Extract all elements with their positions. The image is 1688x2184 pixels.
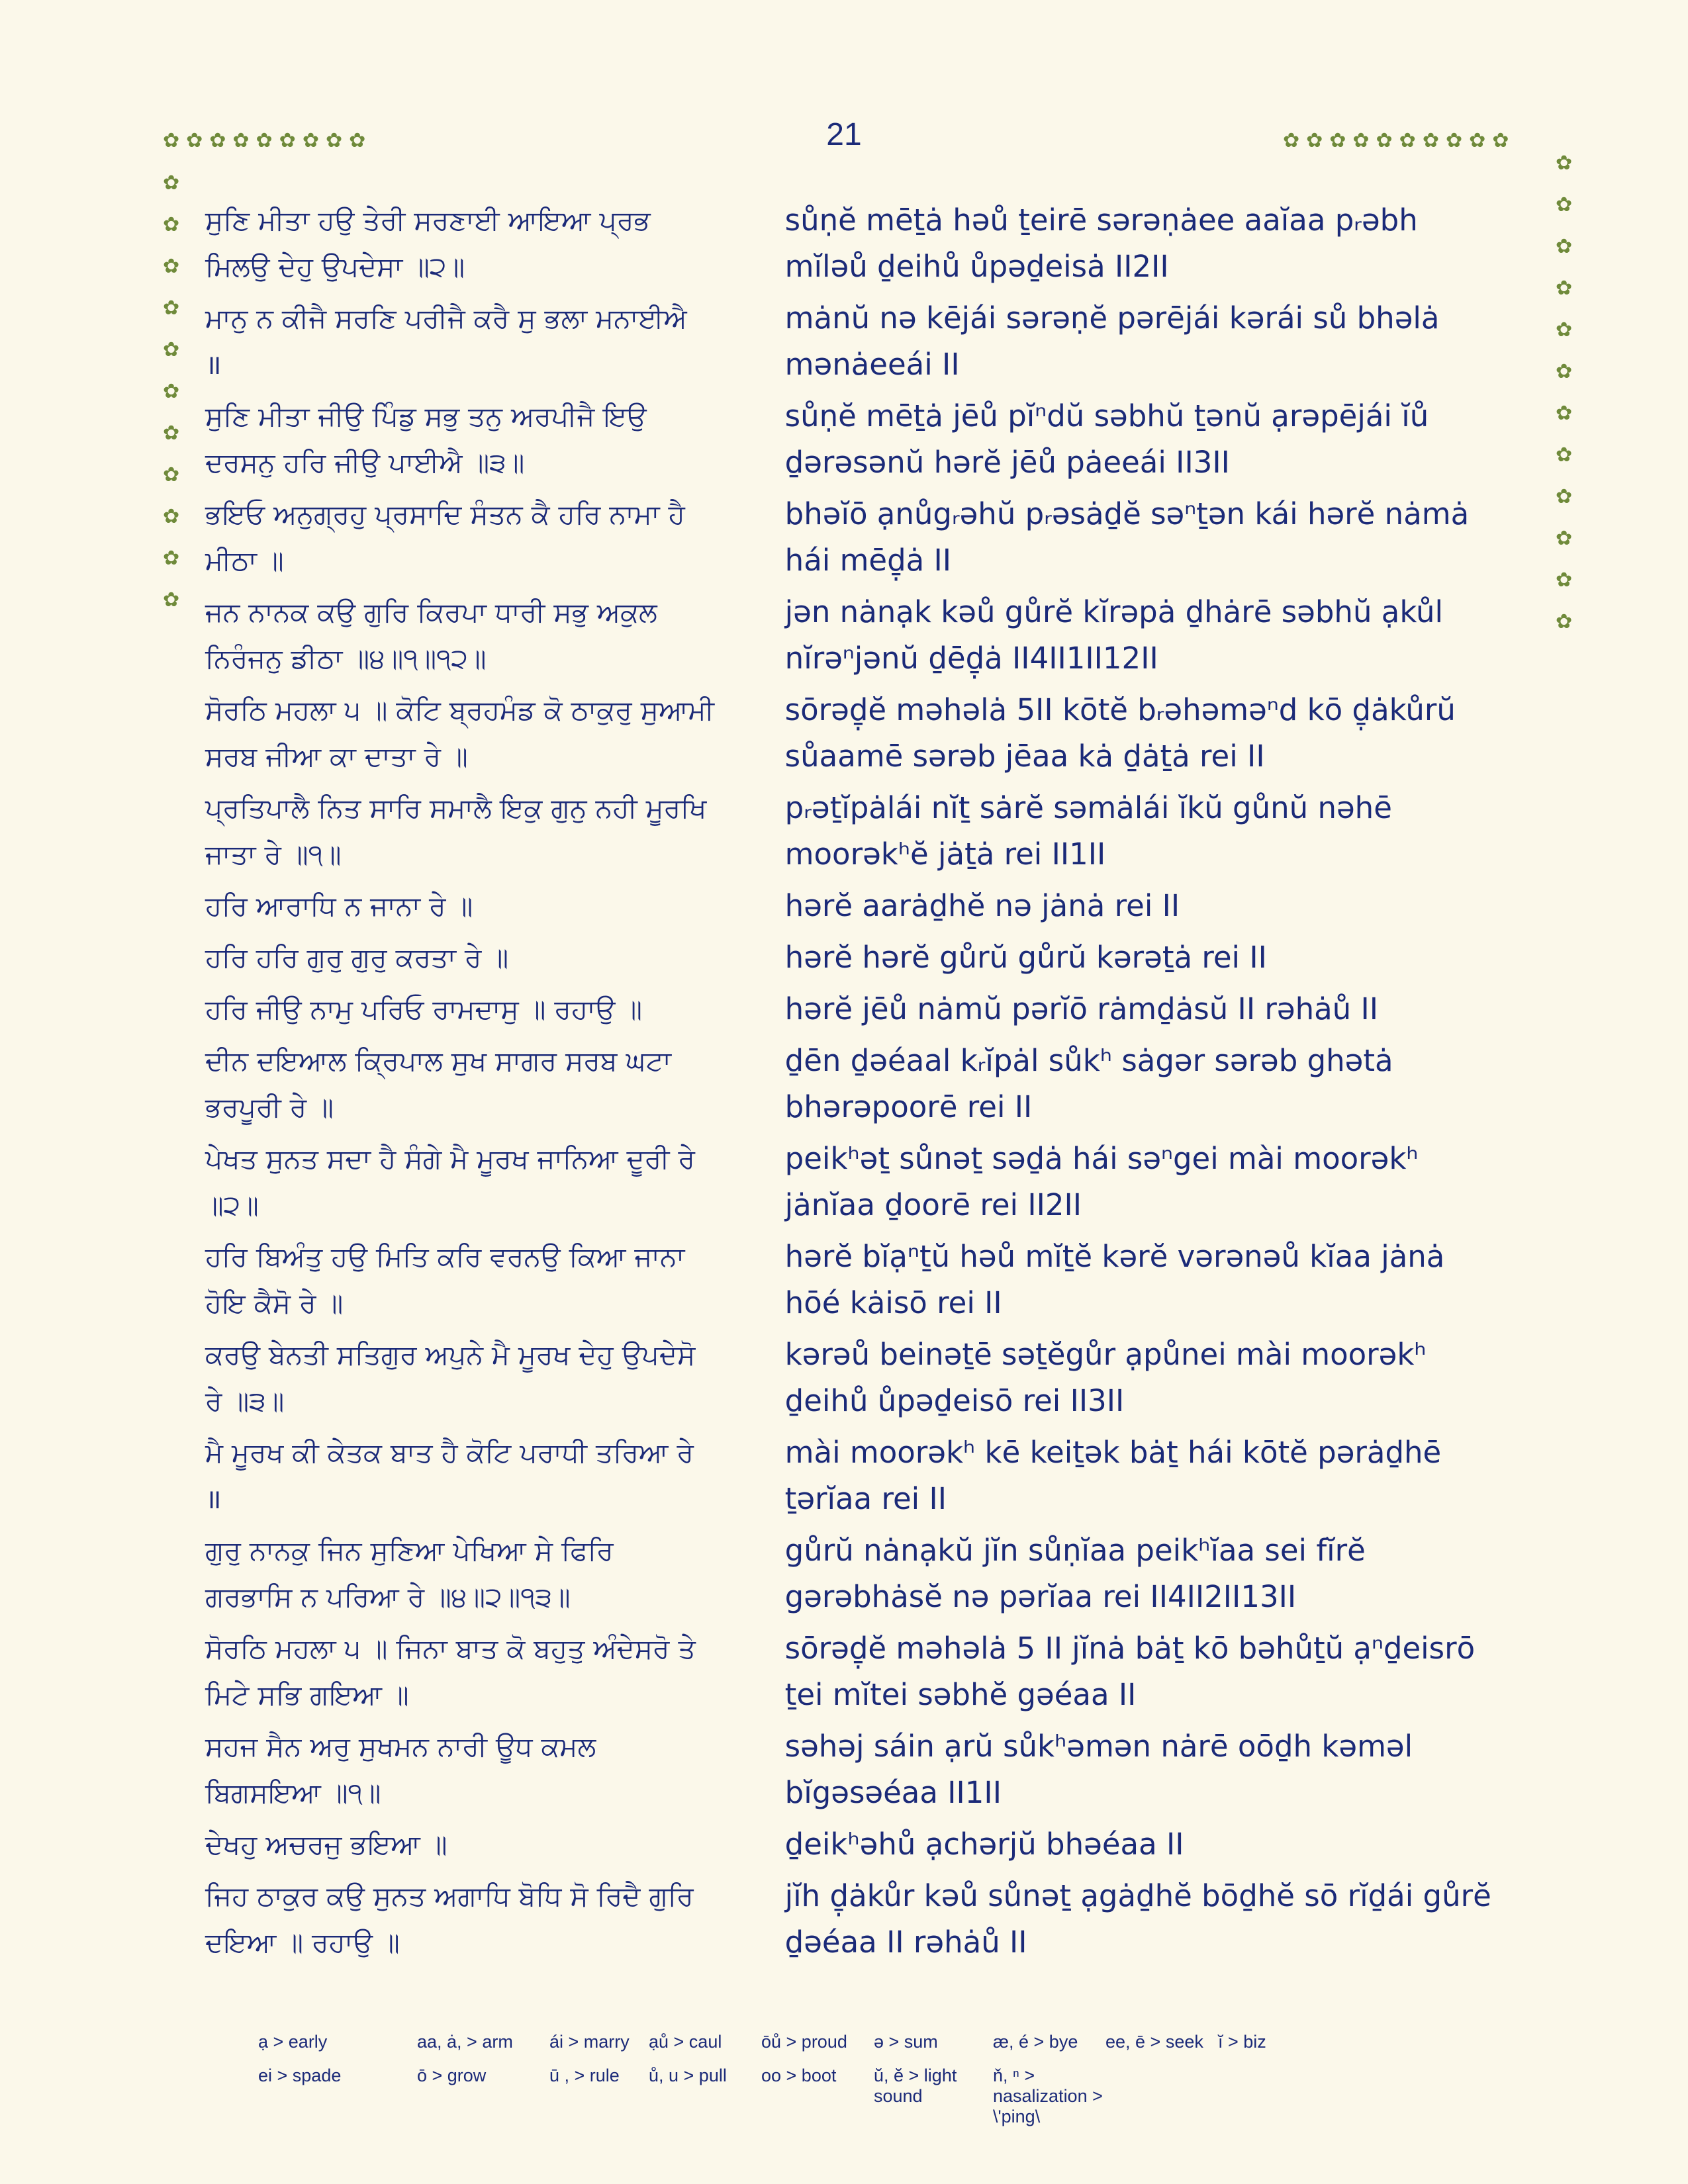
transliteration-text: sōrəḏ̣ĕ məhəlȧ 5 II jĭnȧ bȧṯ kō bəhůṯŭ ạⁿḏeisrō ṯei mĭtei səbhĕ gəéaa II (784, 1631, 1476, 1712)
transliteration-text: hərĕ hərĕ gůrŭ gůrŭ kərəṯȧ rei II (784, 940, 1267, 975)
gurmukhi-text: ਸੋਰਠਿ ਮਹਲਾ ੫ ॥ ਕੋਟਿ ਬ੍ਰਹਮੰਡ ਕੋ ਠਾਕੁਰੁ ਸੁਆਮੀ ਸਰਬ ਜੀਆ ਕਾ ਦਾਤਾ ਰੇ ॥ (205, 694, 714, 772)
transliteration-text: pᵣəṯĭpȧlái nĭṯ sȧrĕ səmȧlái ĭkŭ gůnŭ nəhē moorəkʰĕ jȧṯȧ rei II1II (784, 790, 1392, 872)
legend-entry: ōů > proud (761, 2032, 847, 2052)
flower-ornament-icon: ✿ (1556, 569, 1573, 592)
legend-row (258, 2066, 1489, 2127)
gurmukhi-text: ਹਰਿ ਜੀਉ ਨਾਮੁ ਪਰਿਓ ਰਾਮਦਾਸੁ ॥ ਰਹਾਉ ॥ (205, 993, 643, 1025)
transliteration-text: sōrəḏ̣ĕ məhəlȧ 5II kōtĕ bᵣəhəməⁿd kō ḏ̣ȧkůrŭ sůaamē sərəb jēaa kȧ ḏȧṯȧ rei II (784, 692, 1456, 774)
transliteration-text: sůṇĕ mēṯȧ jēů pĭⁿdŭ səbhŭ ṯənŭ ạrəpējái ĭů ḏərəsənŭ hərĕ jēů pȧeeái II3II (784, 398, 1429, 480)
legend-entry: ạ > early (258, 2032, 328, 2052)
transliteration-text: bhəĭō ạnůgᵣəhŭ pᵣəsȧḏĕ səⁿṯən kái hərĕ nȧmȧ hái mēḏ̣ȧ II (784, 496, 1470, 578)
verse-row (205, 589, 1536, 682)
gurmukhi-text: ਜਿਹ ਠਾਕੁਰ ਕਉ ਸੁਨਤ ਅਗਾਧਿ ਬੋਧਿ ਸੋ ਰਿਦੈ ਗੁਰਿ ਦਇਆ ॥ ਰਹਾਉ ॥ (205, 1880, 694, 1958)
legend-entry: ei > spade (258, 2066, 342, 2085)
verse-row (205, 1038, 1536, 1130)
legend-row (258, 2032, 1489, 2052)
transliteration-text: mài moorəkʰ kē keiṯək bȧṯ hái kōtĕ pərȧḏhē ṯərĭaa rei II (784, 1435, 1442, 1516)
flower-ornament-icon: ✿ (1556, 360, 1573, 383)
verse-row (205, 1136, 1536, 1228)
legend-entry: ə > sum (874, 2032, 938, 2052)
legend-entry: ů, u > pull (649, 2066, 727, 2085)
legend-entry: ee, ē > seek (1105, 2032, 1203, 2052)
legend-entry: ĭ > biz (1218, 2032, 1266, 2052)
flower-ornament-icon: ✿ (163, 171, 180, 195)
flower-ornament-icon: ✿ (163, 213, 180, 236)
gurmukhi-text: ਸੋਰਠਿ ਮਹਲਾ ੫ ॥ ਜਿਨਾ ਬਾਤ ਕੋ ਬਹੁਤੁ ਅੰਦੇਸਰੋ ਤੇ ਮਿਟੇ ਸਭਿ ਗਇਆ ॥ (205, 1633, 696, 1711)
flower-ornament-icon: ✿ (163, 338, 180, 361)
gurmukhi-text: ਸੁਣਿ ਮੀਤਾ ਜੀਉ ਪਿੰਡੁ ਸਭੁ ਤਨੁ ਅਰਪੀਜੈ ਇਉ ਦਰਸਨੁ ਹਰਿ ਜੀਉ ਪਾਈਐ ॥੩॥ (205, 400, 647, 478)
gurmukhi-text: ਪੇਖਤ ਸੁਨਤ ਸਦਾ ਹੈ ਸੰਗੇ ਮੈ ਮੂਰਖ ਜਾਨਿਆ ਦੂਰੀ ਰੇ ॥੨॥ (205, 1143, 695, 1221)
verse-row (205, 1625, 1536, 1718)
verse-row (205, 934, 1536, 981)
legend-entry: oo > boot (761, 2066, 837, 2085)
left-flower-border (163, 173, 189, 632)
flower-ornament-icon: ✿ (1556, 193, 1573, 216)
gurmukhi-text: ਹਰਿ ਬਿਅੰਤੁ ਹਉ ਮਿਤਿ ਕਰਿ ਵਰਨਉ ਕਿਆ ਜਾਨਾ ਹੋਇ ਕੈਸੋ ਰੇ ॥ (205, 1241, 685, 1319)
flower-ornament-icon: ✿ (163, 505, 180, 528)
flower-ornament-icon: ✿ (163, 255, 180, 278)
gurmukhi-text: ਦੇਖਹੁ ਅਚਰਜੁ ਭਇਆ ॥ (205, 1829, 447, 1860)
transliteration-text: kərəů beinəṯē səṯĕgůr ạpůnei mài moorəkʰ ḏeihů ůpəḏeisō rei II3II (784, 1337, 1427, 1418)
right-flower-border (1556, 154, 1582, 654)
flower-ornament-icon: ✿ (1556, 277, 1573, 300)
gurmukhi-text: ਸੁਣਿ ਮੀਤਾ ਹਉ ਤੇਰੀ ਸਰਣਾਈ ਆਇਆ ਪ੍ਰਭ ਮਿਲਉ ਦੇਹੁ ਉਪਦੇਸਾ ॥੨॥ (205, 205, 651, 283)
flower-ornament-icon: ✿ (1556, 152, 1573, 175)
transliteration-text: hərĕ bĭạⁿṯŭ həů mĭṯĕ kərĕ vərənəů kĭaa jȧnȧ hōé kȧisō rei II (784, 1239, 1445, 1320)
transliteration-text: mȧnŭ nə kējái sərəṇĕ pərējái kərái sů bhəlȧ mənȧeeái II (784, 300, 1440, 382)
flower-ornament-icon: ✿ (163, 422, 180, 445)
verse-row (205, 1332, 1536, 1424)
gurmukhi-text: ਸਹਜ ਸੈਨ ਅਰੁ ਸੁਖਮਨ ਨਾਰੀ ਊਧ ਕਮਲ ਬਿਗਸਇਆ ॥੧॥ (205, 1731, 596, 1809)
legend-entry: ū , > rule (549, 2066, 620, 2085)
gurmukhi-text: ਹਰਿ ਹਰਿ ਗੁਰੁ ਗੁਰੁ ਕਰਤਾ ਰੇ ॥ (205, 942, 509, 974)
transliteration-text: sůṇĕ mēṯȧ həů ṯeirē sərəṇȧee aaĭaa pᵣəbh mĭləů ḏeihů ůpəḏeisȧ II2II (784, 203, 1418, 284)
flower-ornament-icon: ✿ (163, 463, 180, 486)
verse-row (205, 1723, 1536, 1816)
flower-ornament-icon: ✿ (163, 380, 180, 403)
transliteration-text: gůrŭ nȧnạkŭ jĭn sůṇĭaa peikʰĭaa sei fĭrĕ gərəbhȧsĕ nə pərĭaa rei II4II2II13II (784, 1533, 1366, 1614)
transliteration-text: ḏeikʰəhů ạchərjŭ bhəéaa II (784, 1827, 1184, 1862)
pronunciation-legend (258, 2032, 1489, 2140)
gurmukhi-text: ਕਰਉ ਬੇਨਤੀ ਸਤਿਗੁਰ ਅਪੁਨੇ ਮੈ ਮੂਰਖ ਦੇਹੁ ਉਪਦੇਸੋ ਰੇ ॥੩॥ (205, 1339, 696, 1417)
verse-row (205, 1527, 1536, 1620)
verse-row (205, 883, 1536, 929)
transliteration-text: səhəj sáin ạrŭ sůkʰəmən nȧrē oōḏh kəməl bĭgəsəéaa II1II (784, 1729, 1413, 1810)
verse-row (205, 491, 1536, 584)
flower-ornament-icon: ✿ (163, 547, 180, 570)
page-number: 21 (826, 117, 862, 152)
gurmukhi-text: ਜਨ ਨਾਨਕ ਕਉ ਗੁਰਿ ਕਿਰਪਾ ਧਾਰੀ ਸਭੁ ਅਕੁਲ ਨਿਰੰਜਨੁ ਡੀਠਾ ॥੪॥੧॥੧੨॥ (205, 596, 657, 674)
verse-row (205, 197, 1536, 290)
legend-entry: ái > marry (549, 2032, 630, 2052)
verse-row (205, 1430, 1536, 1522)
flower-ornament-icon: ✿ (1556, 402, 1573, 425)
legend-entry: ň, ⁿ > nasalization > \'ping\ (993, 2066, 1103, 2126)
gurmukhi-text: ਪ੍ਰਤਿਪਾਲੈ ਨਿਤ ਸਾਰਿ ਸਮਾਲੈ ਇਕੁ ਗੁਨੁ ਨਹੀ ਮੂਰਖਿ ਜਾਤਾ ਰੇ ॥੧॥ (205, 792, 707, 870)
top-right-flower-border: ✿✿✿✿✿✿✿✿✿✿ (1283, 129, 1516, 152)
verse-row (205, 1873, 1536, 1966)
gurmukhi-text: ਹਰਿ ਆਰਾਧਿ ਨ ਜਾਨਾ ਰੇ ॥ (205, 890, 473, 922)
legend-entry: ŭ, ĕ > light sound (874, 2066, 957, 2106)
legend-entry (1105, 2066, 1218, 2127)
verse-row (205, 687, 1536, 780)
transliteration-text: jən nȧnạk kəů gůrĕ kĭrəpȧ ḏhȧrē səbhŭ ạkůl nĭrəⁿjənŭ ḏēḏ̣ȧ II4II1II12II (784, 594, 1444, 676)
gurmukhi-text: ਦੀਨ ਦਇਆਲ ਕ੍ਰਿਪਾਲ ਸੁਖ ਸਾਗਰ ਸਰਬ ਘਟਾ ਭਰਪੂਰੀ ਰੇ ॥ (205, 1045, 671, 1123)
top-left-flower-border: ✿✿✿✿✿✿✿✿✿ (163, 129, 373, 152)
verse-row (205, 986, 1536, 1032)
legend-entry: ạů > caul (649, 2032, 722, 2052)
gurmukhi-text: ਭਇਓ ਅਨੁਗ੍ਰਹੁ ਪ੍ਰਸਾਦਿ ਸੰਤਨ ਕੈ ਹਰਿ ਨਾਮਾ ਹੈ ਮੀਠਾ ॥ (205, 498, 685, 576)
transliteration-text: peikʰəṯ sůnəṯ səḏȧ hái səⁿgei mài moorəkʰ jȧnĭaa ḏoorē rei II2II (784, 1141, 1419, 1222)
legend-entry: ō > grow (417, 2066, 487, 2085)
verse-row (205, 1234, 1536, 1326)
legend-entry: æ, é > bye (993, 2032, 1078, 2052)
gurmukhi-text: ਮੈ ਮੂਰਖ ਕੀ ਕੇਤਕ ਬਾਤ ਹੈ ਕੋਟਿ ਪਰਾਧੀ ਤਰਿਆ ਰੇ ॥ (205, 1437, 694, 1515)
verse-row (205, 785, 1536, 878)
flower-ornament-icon: ✿ (1556, 443, 1573, 467)
flower-ornament-icon: ✿ (1556, 610, 1573, 633)
transliteration-text: hərĕ jēů nȧmŭ pərĭō rȧmḏȧsŭ II rəhȧů II (784, 991, 1379, 1026)
verse-row (205, 295, 1536, 388)
legend-entry (1218, 2066, 1331, 2127)
flower-ornament-icon: ✿ (1556, 318, 1573, 341)
transliteration-text: hərĕ aarȧḏhĕ nə jȧnȧ rei II (784, 888, 1180, 923)
flower-ornament-icon: ✿ (1556, 235, 1573, 258)
flower-ornament-icon: ✿ (163, 588, 180, 612)
verse-table (205, 197, 1536, 1971)
gurmukhi-text: ਮਾਨੁ ਨ ਕੀਜੈ ਸਰਣਿ ਪਰੀਜੈ ਕਰੈ ਸੁ ਭਲਾ ਮਨਾਈਐ ॥ (205, 302, 687, 381)
flower-ornament-icon: ✿ (1556, 527, 1573, 550)
verse-row (205, 1821, 1536, 1868)
flower-ornament-icon: ✿ (1556, 485, 1573, 508)
transliteration-text: ḏēn ḏəéaal kᵣĭpȧl sůkʰ sȧgər sərəb ghətȧ bhərəpoorē rei II (784, 1043, 1393, 1124)
flower-ornament-icon: ✿ (163, 296, 180, 320)
legend-entry: aa, ȧ, > arm (417, 2032, 513, 2052)
transliteration-text: jĭh ḏ̣ȧkůr kəů sůnəṯ ạgȧḏhĕ bōḏhĕ sō rĭḏái gůrĕ ḏəéaa II rəhȧů II (784, 1878, 1491, 1960)
verse-row (205, 393, 1536, 486)
gurmukhi-text: ਗੁਰੁ ਨਾਨਕੁ ਜਿਨ ਸੁਣਿਆ ਪੇਖਿਆ ਸੇ ਫਿਰਿ ਗਰਭਾਸਿ ਨ ਪਰਿਆ ਰੇ ॥੪॥੨॥੧੩॥ (205, 1535, 614, 1613)
